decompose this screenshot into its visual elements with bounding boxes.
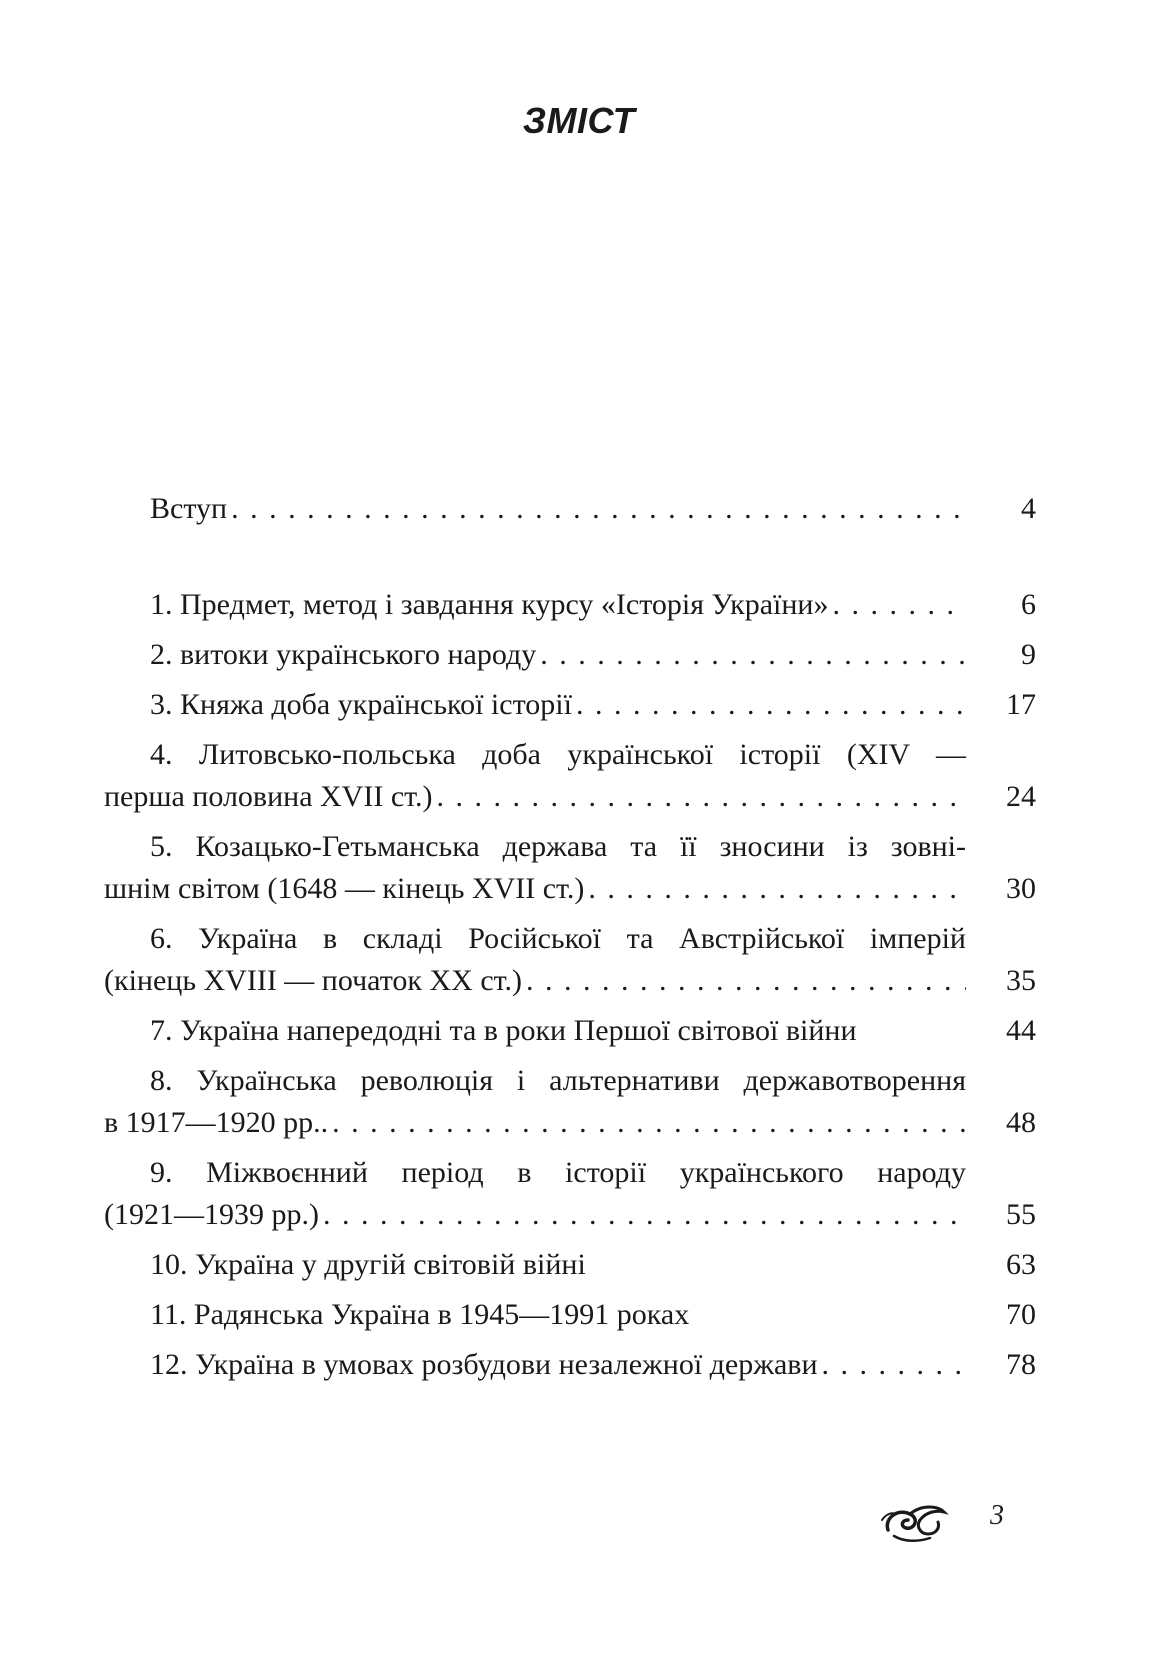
toc-entry[interactable] xyxy=(104,734,1036,818)
toc-entry-title-line-1: 9. Міжвоєнний період в історії українського народу xyxy=(150,1156,966,1189)
toc-page-number: 70 xyxy=(1006,1298,1036,1331)
toc-entry-title: 2. витоки українського народу xyxy=(150,638,537,671)
dot-leader xyxy=(323,1194,966,1236)
page-number: 3 xyxy=(990,1500,1004,1531)
toc-entry-title-line-2: (кінець XVIII — початок XX ст.) xyxy=(104,964,522,997)
toc-page-number: 35 xyxy=(1006,964,1036,997)
toc-entry[interactable] xyxy=(104,918,1036,1002)
toc-entry-title-line-1: 5. Козацько-Гетьманська держава та її зносини із зовні- xyxy=(150,830,966,863)
toc-page-number: 63 xyxy=(1006,1248,1036,1281)
toc-entry-title-line-1: 8. Українська революція і альтернативи державотворення xyxy=(150,1064,966,1097)
toc-entry-title-line-2: в 1917—1920 рр.. xyxy=(104,1106,329,1139)
toc-entry-title: 12. Україна в умовах розбудови незалежної держави xyxy=(150,1348,818,1381)
toc-page-number: 4 xyxy=(1021,492,1036,525)
flourish-ornament-icon xyxy=(880,1500,950,1546)
toc-page-number: 78 xyxy=(1006,1348,1036,1381)
toc-entry[interactable] xyxy=(104,1244,1036,1286)
toc-entry-title: Вступ xyxy=(150,492,228,525)
toc-entry[interactable] xyxy=(104,1010,1036,1052)
toc-page-number: 55 xyxy=(1006,1198,1036,1231)
dot-leader xyxy=(332,1102,966,1144)
dot-leader xyxy=(576,684,966,726)
toc-page-number: 9 xyxy=(1021,638,1036,671)
toc-entry[interactable] xyxy=(104,826,1036,910)
toc-entry-title: 11. Радянська Україна в 1945—1991 роках xyxy=(150,1298,690,1331)
toc-page-number: 24 xyxy=(1006,780,1036,813)
toc-entry-title-line-2: шнім світом (1648 — кінець XVII ст.) xyxy=(104,872,585,905)
toc-entry[interactable] xyxy=(104,1060,1036,1144)
toc-entry-title: 10. Україна у другій світовій війні xyxy=(150,1248,586,1281)
toc-entry-title-line-2: (1921—1939 рр.) xyxy=(104,1198,319,1231)
toc-entry-title-line-1: 4. Литовсько-польська доба української історії (XIV — xyxy=(150,738,966,771)
toc-entry-title: 3. Княжа доба української історії xyxy=(150,688,572,721)
dot-leader xyxy=(436,776,966,818)
toc-page-number: 17 xyxy=(1006,688,1036,721)
dot-leader xyxy=(822,1344,966,1386)
toc-page-number: 6 xyxy=(1021,588,1036,621)
dot-leader xyxy=(231,488,966,530)
toc-page-number: 48 xyxy=(1006,1106,1036,1139)
dot-leader xyxy=(588,868,966,910)
toc-entry[interactable] xyxy=(104,1294,1036,1336)
toc-page-number: 30 xyxy=(1006,872,1036,905)
toc-entry-title-line-1: 6. Україна в складі Російської та Австрійської імперій xyxy=(150,922,966,955)
toc-entry[interactable] xyxy=(104,684,1036,726)
toc-entry-title-line-2: перша половина XVII ст.) xyxy=(104,780,433,813)
dot-leader xyxy=(540,634,966,676)
toc-page-number: 44 xyxy=(1006,1014,1036,1047)
page-title: ЗМІСТ xyxy=(522,100,636,141)
toc-entry[interactable] xyxy=(104,1344,1036,1386)
table-of-contents xyxy=(104,488,1036,1394)
toc-entry-title: 7. Україна напередодні та в роки Першої світової війни xyxy=(150,1014,857,1047)
dot-leader xyxy=(833,584,967,626)
toc-entry[interactable] xyxy=(104,634,1036,676)
toc-entry[interactable] xyxy=(104,584,1036,626)
toc-entry-title: 1. Предмет, метод і завдання курсу «Історія України» xyxy=(150,588,829,621)
toc-entry[interactable] xyxy=(104,1152,1036,1236)
dot-leader xyxy=(526,960,966,1002)
toc-entry[interactable] xyxy=(104,488,1036,530)
